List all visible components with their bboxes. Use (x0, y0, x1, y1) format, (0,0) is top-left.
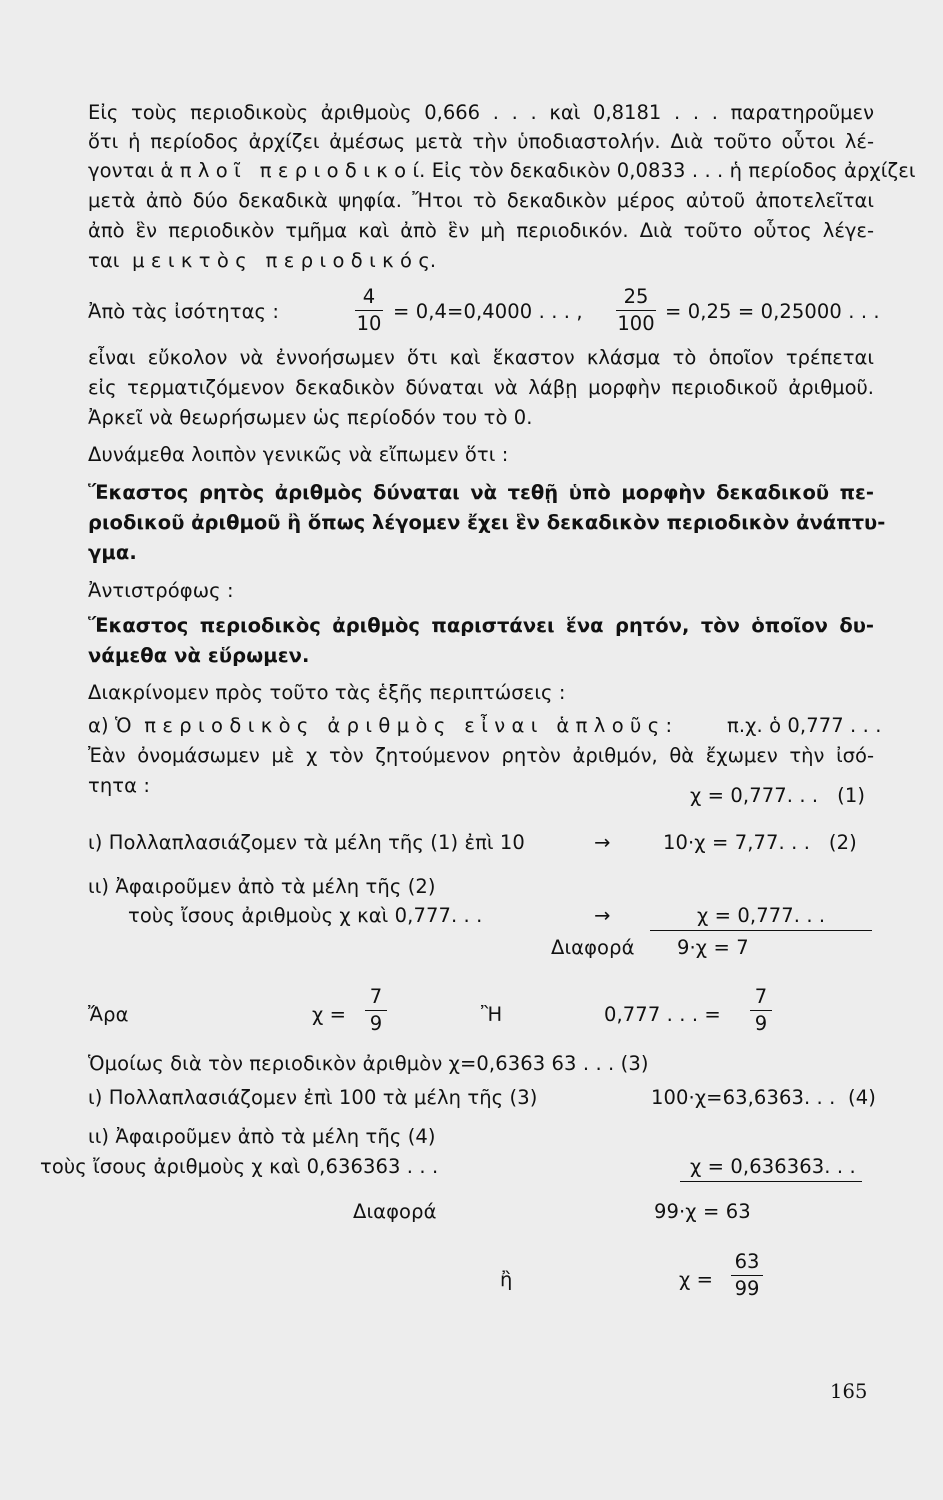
text-line-1: Εἰς τοὺς περιοδικοὺς ἀριθμοὺς 0,666 . . . καὶ 0,8181 . . . παρατηροῦμεν (88, 101, 874, 124)
text-line-21a: τητα : (88, 774, 151, 797)
fraction-denominator: 10 (356, 312, 382, 335)
case-a-example: π.χ. ὁ 0,777 . . . (727, 714, 882, 737)
text-line-7c: = 0,25 = 0,25000 . . . (665, 300, 880, 323)
step-ii-subtract: ιι) Ἀφαιροῦμεν ἀπὸ τὰ μέλη τῆς (2) (88, 875, 436, 898)
difference-label: Διαφορά (551, 936, 635, 959)
fraction-4-10 (355, 285, 383, 336)
arrow-right-icon: → (594, 904, 611, 927)
subtraction-rule (650, 930, 872, 931)
fraction-63-99 (731, 1250, 763, 1301)
equation-2: 10·χ = 7,77. . . (2) (663, 831, 857, 854)
converse-line-1: Ἕκαστος περιοδικὸς ἀριθμὸς παριστάνει ἕνα ρητόν, τὸν ὁποῖον δυ- (88, 614, 874, 637)
equation-x-second: χ = 0,636363. . . (690, 1155, 856, 1178)
text-line-3a: γονται (88, 159, 161, 182)
theorem-line-3: γμα. (88, 541, 137, 564)
fraction-7-9-result (750, 985, 772, 1036)
text-line-8: εἶναι εὔκολον νὰ ἐννοήσωμεν ὅτι καὶ ἕκαστον κλάσμα τὸ ὁποῖον τρέπεται (88, 346, 874, 369)
theorem-line-2: ριοδικοῦ ἀριθμοῦ ἢ ὅπως λέγομεν ἔχει ἓν δεκαδικὸν περιοδικὸν ἀνάπτυ- (88, 511, 886, 534)
difference-equation: 9·χ = 7 (677, 936, 749, 959)
x-equals: χ = (679, 1268, 714, 1291)
text-line-7a: Ἀπὸ τὰς ἰσότητας : (88, 300, 280, 323)
theorem-line-1: Ἕκαστος ρητὸς ἀριθμὸς δύναται νὰ τεθῇ ὑπὸ μορφὴν δεκαδικοῦ πε- (88, 481, 874, 504)
equation-1: χ = 0,777. . . (1) (690, 784, 866, 807)
difference-equation: 99·χ = 63 (654, 1200, 751, 1223)
fraction-denominator: 100 (617, 312, 655, 335)
step-i-multiply: ι) Πολλαπλασιάζομεν τὰ μέλη τῆς (1) ἐπὶ 10 (88, 831, 525, 854)
fraction-25-100 (616, 285, 656, 336)
text-line-18: Διακρίνομεν πρὸς τοῦτο τὰς ἑξῆς περιπτώσεις : (88, 681, 566, 704)
step-ii-subtract-4: ιι) Ἀφαιροῦμεν ἀπὸ τὰ μέλη τῆς (4) (88, 1125, 436, 1148)
fraction-denominator: 99 (734, 1277, 760, 1300)
result-equation: 0,777 . . . = (604, 1003, 721, 1026)
page-number: 165 (830, 1380, 868, 1403)
fraction-bar (616, 310, 656, 311)
difference-label: Διαφορά (353, 1200, 437, 1223)
text-line-11: Δυνάμεθα λοιπὸν γενικῶς νὰ εἴπωμεν ὅτι : (88, 443, 509, 466)
equation-x: χ = 0,777. . . (697, 904, 826, 927)
text-line-4: μετὰ ἀπὸ δύο δεκαδικὰ ψηφία. Ἤτοι τὸ δεκαδικὸν μέρος αὐτοῦ ἀποτελεῖται (88, 189, 874, 212)
fraction-numerator: 7 (754, 985, 768, 1008)
step-i-multiply-100: ι) Πολλαπλασιάζομεν ἐπὶ 100 τὰ μέλη τῆς (3) (88, 1086, 538, 1109)
or-label: ἢ (500, 1268, 513, 1291)
therefore-label: Ἄρα (88, 1003, 129, 1026)
fraction-bar (731, 1275, 763, 1276)
text-line-10: Ἀρκεῖ νὰ θεωρήσωμεν ὡς περίοδόν του τὸ 0. (88, 406, 533, 429)
fraction-7-9 (365, 985, 387, 1036)
text-line-15: Ἀντιστρόφως : (88, 579, 234, 602)
text-line-2: ὅτι ἡ περίοδος ἀρχίζει ἀμέσως μετὰ τὴν ὑποδιαστολήν. Διὰ τοῦτο οὗτοι λέ- (88, 130, 874, 153)
subtraction-rule (680, 1181, 862, 1182)
fraction-numerator: 7 (369, 985, 383, 1008)
equation-4: 100·χ=63,6363. . . (4) (651, 1086, 876, 1109)
arrow-right-icon: → (594, 831, 611, 854)
text-line-5: ἀπὸ ἓν περιοδικὸν τμῆμα καὶ ἀπὸ ἓν μὴ περιοδικόν. Διὰ τοῦτο οὗτος λέγε- (88, 219, 874, 242)
fraction-denominator: 9 (754, 1012, 768, 1035)
text-line-9: εἰς τερματιζόμενον δεκαδικὸν δύναται νὰ λάβῃ μορφὴν περιοδικοῦ ἀριθμοῦ. (88, 376, 874, 399)
fraction-numerator: 63 (734, 1250, 760, 1273)
text-line-7b: = 0,4=0,4000 . . . , (393, 300, 583, 323)
or-label: Ἢ (481, 1003, 503, 1026)
text-line-30a: τοὺς ἴσους ἀριθμοὺς χ καὶ 0,636363 . . . (40, 1155, 439, 1178)
fraction-bar (750, 1010, 772, 1011)
text-line-3 (88, 159, 916, 183)
fraction-bar (365, 1010, 387, 1011)
converse-line-2: νάμεθα νὰ εὕρωμεν. (88, 644, 310, 667)
case-a-heading: α) Ὁ π ε ρ ι ο δ ι κ ὸ ς ἀ ρ ι θ μ ὸ ς ε ἶ ν α ι ἁ π λ ο ῦ ς : (88, 714, 673, 737)
term-simple-periodic: ἁ π λ ο ῖ π ε ρ ι ο δ ι κ ο ί. (160, 159, 426, 182)
x-equals: χ = (312, 1003, 347, 1026)
fraction-bar (355, 310, 383, 311)
fraction-numerator: 25 (623, 285, 649, 308)
text-line-6: ται μ ε ι κ τ ὸ ς π ε ρ ι ο δ ι κ ό ς. (88, 249, 437, 272)
fraction-numerator: 4 (362, 285, 376, 308)
text-line-27: Ὁμοίως διὰ τὸν περιοδικὸν ἀριθμὸν χ=0,6363 63 . . . (3) (88, 1052, 649, 1075)
text-line-24a: τοὺς ἴσους ἀριθμοὺς χ καὶ 0,777. . . (128, 904, 483, 927)
text-line-3c: Εἰς τὸν δεκαδικὸν 0,0833 . . . ἡ περίοδος ἀρχίζει (425, 159, 916, 182)
fraction-denominator: 9 (369, 1012, 383, 1035)
text-line-20: Ἐὰν ὀνομάσωμεν μὲ χ τὸν ζητούμενον ρητὸν ἀριθμόν, θὰ ἔχωμεν τὴν ἰσό- (88, 744, 874, 767)
